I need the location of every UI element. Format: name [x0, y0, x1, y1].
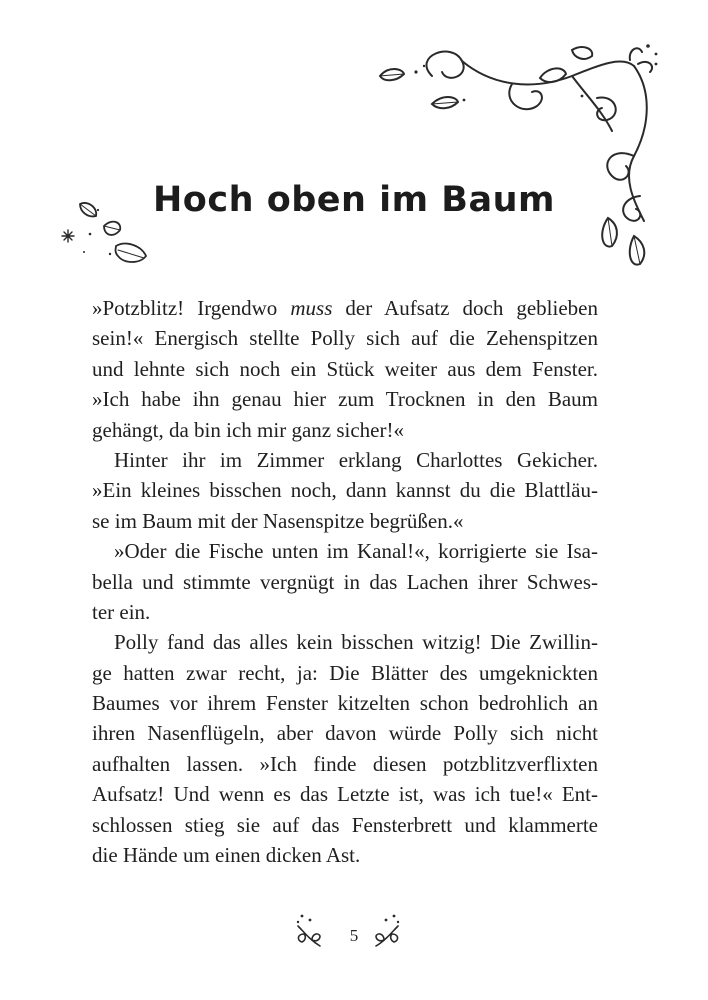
text-line-13: ge hatten zwar recht, ja: Die Blätter des umgeknickten: [92, 660, 598, 685]
text-line-18: schlossen stieg sie auf das Fensterbrett und klammerte: [92, 812, 598, 837]
text-line-9: »Oder die Fische unten im Kanal!«, korrigierte sie Isa-: [114, 539, 598, 564]
text-line-19: die Hände um einen dicken Ast.: [92, 843, 361, 868]
text-line-17: Aufsatz! Und wenn es das Letzte ist, was ich tue!« Ent-: [92, 782, 598, 807]
text-line-2: sein!« Energisch stellte Polly sich auf die Zehenspitzen: [92, 326, 598, 351]
text-line-10: bella und stimmte vergnügt in das Lachen ihrer Schwes-: [92, 569, 598, 594]
sprig-icon: [290, 910, 330, 954]
text-line-6: Hinter ihr im Zimmer erklang Charlottes Gekicher.: [114, 447, 598, 472]
text-line-16: aufhalten lassen. »Ich finde diesen potzblitzverflixten: [92, 751, 598, 776]
text-line-3: und lehnte sich noch ein Stück weiter aus dem Fenster.: [92, 356, 598, 381]
emphasis-muss: muss: [290, 296, 333, 320]
text-line-14: Baumes vor ihrem Fenster kitzelten schon bedrohlich an: [92, 691, 598, 716]
text-line-5: gehängt, da bin ich mir ganz sicher!«: [92, 417, 404, 442]
sprig-icon: [366, 910, 406, 954]
text-line-4: »Ich habe ihn genau hier zum Trocknen in den Baum: [92, 387, 598, 412]
body-text: [92, 293, 598, 870]
text-line-15: ihren Nasenflügeln, aber davon würde Polly sich nicht: [92, 721, 598, 746]
page-footer: [0, 910, 708, 954]
text-line-8: se im Baum mit der Nasenspitze begrüßen.«: [92, 508, 464, 533]
chapter-title: Hoch oben im Baum: [153, 180, 555, 220]
text-line-1: »Potzblitz! Irgendwo muss der Aufsatz doch geblieben: [92, 296, 598, 320]
text-line-7: »Ein kleines bisschen noch, dann kannst du die Blattläu-: [92, 478, 598, 503]
swirl-vine-ornament-icon: [372, 36, 662, 276]
text-line-12: Polly fand das alles kein bisschen witzig! Die Zwillin-: [114, 630, 598, 655]
text-line-11: ter ein.: [92, 599, 151, 624]
page-number: 5: [349, 926, 359, 945]
